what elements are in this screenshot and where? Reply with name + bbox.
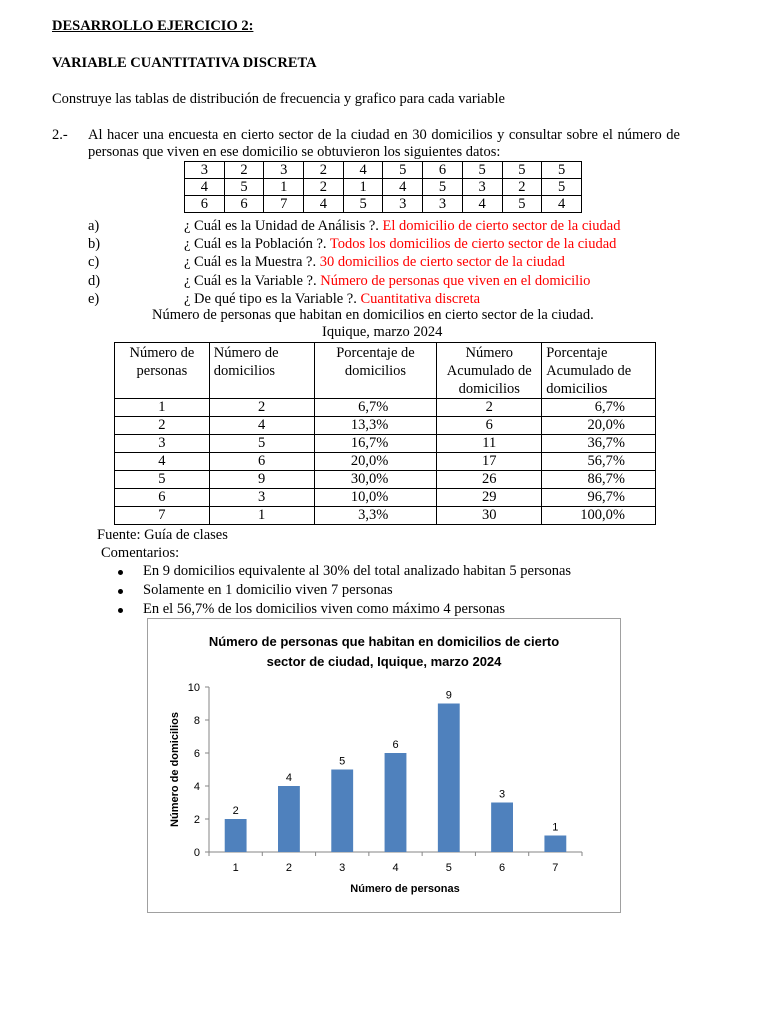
x-tick-label: 5 <box>445 862 452 874</box>
table-cell: 9 <box>209 471 314 489</box>
question-text <box>184 291 480 308</box>
question: ¿ Cuál es la Unidad de Análisis ?. <box>184 218 383 234</box>
raw-data-cell: 2 <box>502 179 542 196</box>
raw-data-cell: 4 <box>343 162 383 179</box>
answer: El domicilio de cierto sector de la ciudad <box>382 218 621 234</box>
table-cell: 29 <box>437 489 542 507</box>
x-axis-title: Número de personas <box>350 883 460 895</box>
chart-subtitle: sector de ciudad, Iquique, marzo 2024 <box>266 654 502 669</box>
table-cell: 11 <box>437 435 542 453</box>
table-source: Fuente: Guía de clases <box>97 527 228 543</box>
table-cell: 3,3% <box>314 507 437 525</box>
bullet-icon <box>118 589 123 594</box>
table-row <box>115 453 656 471</box>
comment-text: En el 56,7% de los domicilios viven como máximo 4 personas <box>143 601 506 617</box>
raw-data-cell: 3 <box>383 196 423 213</box>
column-header: Número de domicilios <box>209 343 314 399</box>
table-cell: 7 <box>115 507 210 525</box>
raw-data-cell: 3 <box>264 162 304 179</box>
y-axis-title: Número de domicilios <box>169 712 181 827</box>
raw-data-cell: 5 <box>383 162 423 179</box>
raw-data-cell: 6 <box>185 196 225 213</box>
page-heading: DESARROLLO EJERCICIO 2: <box>52 18 254 34</box>
data-label: 1 <box>552 821 559 834</box>
table-row <box>115 417 656 435</box>
table-cell: 20,0% <box>314 453 437 471</box>
x-tick-label: 1 <box>232 862 239 874</box>
raw-data-cell: 5 <box>502 162 542 179</box>
bar <box>438 704 460 853</box>
chart-title: Número de personas que habitan en domicilios de cierto <box>208 634 560 649</box>
table-cell: 2 <box>209 399 314 417</box>
table-row <box>115 435 656 453</box>
bar <box>491 803 513 853</box>
raw-data-cell: 5 <box>462 162 502 179</box>
question-label: a) <box>88 218 100 234</box>
bar <box>385 753 407 852</box>
table-cell: 6 <box>209 453 314 471</box>
raw-data-cell: 7 <box>264 196 304 213</box>
table-row <box>115 507 656 525</box>
table-cell: 6 <box>437 417 542 435</box>
y-tick-label: 2 <box>193 814 200 826</box>
table-cell: 3 <box>115 435 210 453</box>
table-cell: 3 <box>209 489 314 507</box>
raw-data-cell: 4 <box>462 196 502 213</box>
problem-number: 2.- <box>52 127 68 143</box>
raw-data-cell: 5 <box>224 179 264 196</box>
question: ¿ Cuál es la Muestra ?. <box>184 254 320 271</box>
y-tick-label: 6 <box>193 748 200 760</box>
raw-data-cell: 6 <box>423 162 463 179</box>
y-tick-label: 10 <box>187 682 200 694</box>
raw-data-table <box>184 161 582 213</box>
table-row <box>115 489 656 507</box>
data-label: 9 <box>445 689 452 702</box>
raw-data-cell: 2 <box>304 179 344 196</box>
question-label: e) <box>88 290 100 307</box>
table-cell: 13,3% <box>314 417 437 435</box>
table-cell: 10,0% <box>314 489 437 507</box>
table-cell: 2 <box>115 417 210 435</box>
y-tick-label: 0 <box>193 847 200 859</box>
y-tick-label: 8 <box>193 715 200 727</box>
table-cell: 1 <box>115 399 210 417</box>
problem-text-line1: Al hacer una encuesta en cierto sector de la ciudad en 30 domicilios y consultar sobre el número de <box>88 127 680 143</box>
raw-data-row <box>185 162 582 179</box>
table-cell: 36,7% <box>542 435 656 453</box>
raw-data-cell: 4 <box>542 196 582 213</box>
column-header: Porcentaje Acumulado de domicilios <box>542 343 656 399</box>
column-header: Número de personas <box>115 343 210 399</box>
table-cell: 4 <box>115 453 210 471</box>
question-text <box>184 236 616 253</box>
raw-data-cell: 6 <box>224 196 264 213</box>
x-tick-label: 3 <box>339 862 346 874</box>
bar <box>225 819 247 852</box>
table-cell: 100,0% <box>542 507 656 525</box>
raw-data-cell: 3 <box>185 162 225 179</box>
data-label: 5 <box>339 755 346 768</box>
x-tick-label: 6 <box>499 862 506 874</box>
table-cell: 26 <box>437 471 542 489</box>
table-cell: 5 <box>115 471 210 489</box>
question-text <box>184 254 565 271</box>
raw-data-cell: 5 <box>542 179 582 196</box>
problem-text-line2: personas que viven en ese domicilio se obtuvieron los siguientes datos: <box>88 144 501 160</box>
section-subheading: VARIABLE CUANTITATIVA DISCRETA <box>52 55 317 71</box>
raw-data-cell: 4 <box>185 179 225 196</box>
table-row <box>115 471 656 489</box>
chart-canvas <box>148 619 620 912</box>
raw-data-cell: 3 <box>423 196 463 213</box>
table-cell: 1 <box>209 507 314 525</box>
x-tick-label: 7 <box>552 862 559 874</box>
answer: Todos los domicilios de cierto sector de la ciudad <box>329 236 617 253</box>
bar <box>278 786 300 852</box>
bar-chart <box>147 618 621 913</box>
x-tick-label: 2 <box>285 862 292 874</box>
raw-data-cell: 3 <box>462 179 502 196</box>
raw-data-cell: 5 <box>343 196 383 213</box>
x-tick-label: 4 <box>392 862 399 874</box>
question: ¿ Cuál es la Variable ?. <box>184 272 321 289</box>
raw-data-cell: 1 <box>343 179 383 196</box>
raw-data-cell: 5 <box>542 162 582 179</box>
table-cell: 4 <box>209 417 314 435</box>
table-cell: 56,7% <box>542 453 656 471</box>
comment-text: En 9 domicilios equivalente al 30% del total analizado habitan 5 personas <box>143 563 572 579</box>
table-cell: 17 <box>437 453 542 471</box>
raw-data-cell: 1 <box>264 179 304 196</box>
y-tick-label: 4 <box>193 781 200 793</box>
table-cell: 5 <box>209 435 314 453</box>
frequency-table <box>114 342 656 525</box>
bullet-icon <box>118 570 123 575</box>
data-label: 4 <box>285 772 292 784</box>
answer: 30 domicilios de cierto sector de la ciudad <box>319 254 565 271</box>
raw-data-cell: 4 <box>383 179 423 196</box>
question-text <box>184 273 590 290</box>
raw-data-cell: 4 <box>304 196 344 213</box>
raw-data-cell: 2 <box>224 162 264 179</box>
table-cell: 30 <box>437 507 542 525</box>
question: ¿ De qué tipo es la Variable ?. <box>184 290 361 307</box>
data-label: 2 <box>232 805 239 817</box>
table-cell: 6,7% <box>314 399 437 417</box>
table-row <box>115 399 656 417</box>
table-subtitle: Iquique, marzo 2024 <box>322 324 443 340</box>
instruction-text: Construye las tablas de distribución de frecuencia y grafico para cada variable <box>52 91 505 107</box>
answer: Cuantitativa discreta <box>360 290 481 307</box>
raw-data-row <box>185 196 582 213</box>
comments-title: Comentarios: <box>101 545 180 561</box>
table-cell: 96,7% <box>542 489 656 507</box>
question-label: c) <box>88 254 100 271</box>
table-cell: 20,0% <box>542 417 656 435</box>
column-header: Número Acumulado de domicilios <box>437 343 542 399</box>
raw-data-row <box>185 179 582 196</box>
comment-text: Solamente en 1 domicilio viven 7 personas <box>143 582 393 598</box>
data-label: 6 <box>392 739 399 751</box>
data-label: 3 <box>499 788 506 801</box>
table-cell: 6,7% <box>542 399 656 417</box>
bullet-icon <box>118 608 123 613</box>
raw-data-cell: 5 <box>423 179 463 196</box>
raw-data-cell: 2 <box>304 162 344 179</box>
answer: Número de personas que viven en el domicilio <box>320 272 591 289</box>
table-cell: 30,0% <box>314 471 437 489</box>
table-cell: 16,7% <box>314 435 437 453</box>
table-title: Número de personas que habitan en domicilios en cierto sector de la ciudad. <box>152 307 594 323</box>
question-label: d) <box>88 272 101 289</box>
question-text <box>184 218 621 235</box>
table-cell: 6 <box>115 489 210 507</box>
table-cell: 86,7% <box>542 471 656 489</box>
bar <box>544 836 566 853</box>
raw-data-cell: 5 <box>502 196 542 213</box>
question-label: b) <box>88 236 101 253</box>
question: ¿ Cuál es la Población ?. <box>184 236 330 253</box>
table-cell: 2 <box>437 399 542 417</box>
bar <box>331 770 353 853</box>
column-header: Porcentaje de domicilios <box>314 343 437 399</box>
